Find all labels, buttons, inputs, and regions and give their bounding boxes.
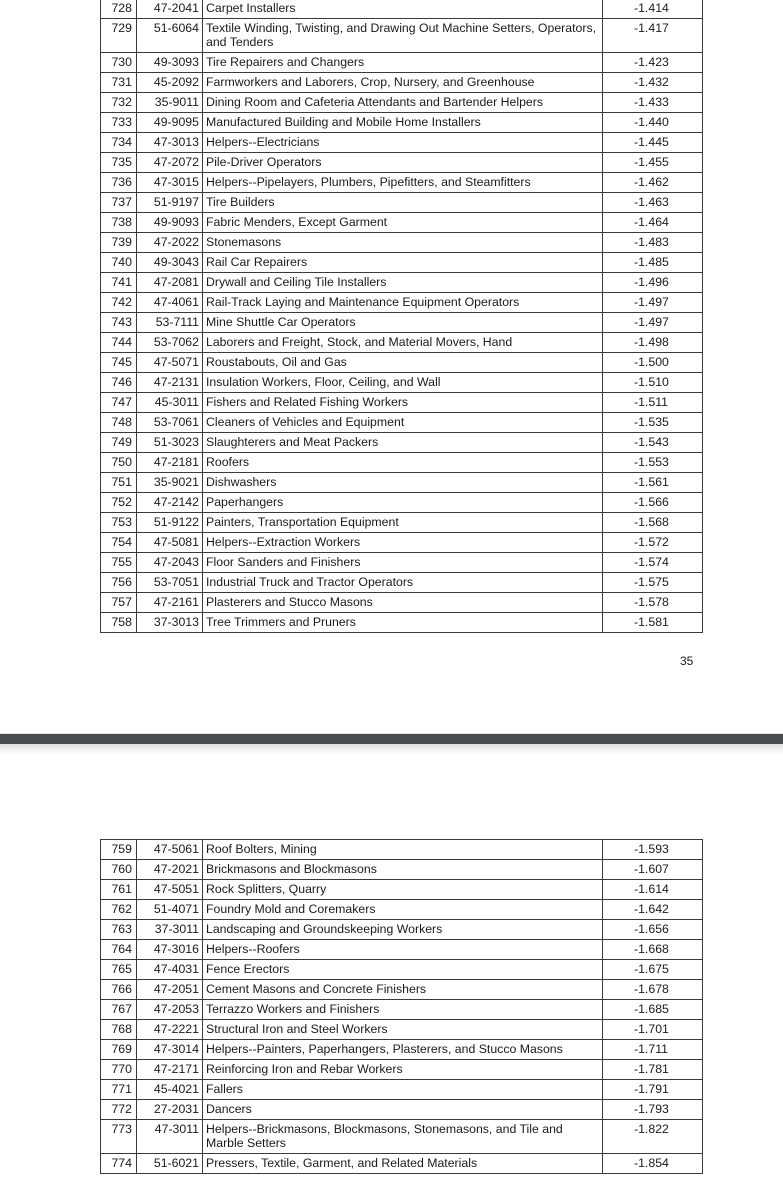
occupation-title-cell: Pressers, Textile, Garment, and Related Materials	[203, 1154, 603, 1174]
score-cell: -1.793	[603, 1100, 703, 1120]
occupation-title-cell: Dishwashers	[203, 473, 603, 493]
rank-cell: 767	[101, 1000, 137, 1020]
occupation-title-cell: Painters, Transportation Equipment	[203, 513, 603, 533]
table-row	[101, 1154, 703, 1174]
score-cell: -1.711	[603, 1040, 703, 1060]
soc-code-cell: 53-7051	[137, 573, 203, 593]
soc-code-cell: 49-9093	[137, 213, 203, 233]
rank-cell: 741	[101, 273, 137, 293]
table-row	[101, 353, 703, 373]
score-cell: -1.642	[603, 900, 703, 920]
score-cell: -1.543	[603, 433, 703, 453]
soc-code-cell: 47-2022	[137, 233, 203, 253]
table-row	[101, 900, 703, 920]
rank-cell: 731	[101, 73, 137, 93]
occupation-title-cell: Cleaners of Vehicles and Equipment	[203, 413, 603, 433]
occupation-title-cell: Rail-Track Laying and Maintenance Equipment Operators	[203, 293, 603, 313]
rank-cell: 740	[101, 253, 137, 273]
table-row	[101, 133, 703, 153]
score-cell: -1.685	[603, 1000, 703, 1020]
occupation-title-cell: Helpers--Extraction Workers	[203, 533, 603, 553]
score-cell: -1.578	[603, 593, 703, 613]
occupation-title-cell: Tire Builders	[203, 193, 603, 213]
occupation-title-cell: Industrial Truck and Tractor Operators	[203, 573, 603, 593]
soc-code-cell: 53-7062	[137, 333, 203, 353]
soc-code-cell: 51-4071	[137, 900, 203, 920]
table-row	[101, 113, 703, 133]
score-cell: -1.553	[603, 453, 703, 473]
table-row	[101, 153, 703, 173]
table-row	[101, 533, 703, 553]
table-row	[101, 273, 703, 293]
soc-code-cell: 47-2161	[137, 593, 203, 613]
soc-code-cell: 47-2053	[137, 1000, 203, 1020]
table-row	[101, 73, 703, 93]
rank-cell: 764	[101, 940, 137, 960]
occupation-title-cell: Textile Winding, Twisting, and Drawing Out Machine Setters, Operators, and Tenders	[203, 19, 603, 53]
table-row	[101, 313, 703, 333]
table-row	[101, 840, 703, 860]
page-divider	[0, 733, 783, 746]
table-row	[101, 453, 703, 473]
score-cell: -1.455	[603, 153, 703, 173]
rank-cell: 758	[101, 613, 137, 633]
rank-cell: 728	[101, 0, 137, 19]
table-row	[101, 173, 703, 193]
occupation-title-cell: Roustabouts, Oil and Gas	[203, 353, 603, 373]
soc-code-cell: 51-6064	[137, 19, 203, 53]
soc-code-cell: 49-3043	[137, 253, 203, 273]
rank-cell: 747	[101, 393, 137, 413]
score-cell: -1.496	[603, 273, 703, 293]
rank-cell: 751	[101, 473, 137, 493]
rank-cell: 754	[101, 533, 137, 553]
table-row	[101, 1040, 703, 1060]
table-row	[101, 19, 703, 53]
rank-cell: 749	[101, 433, 137, 453]
rank-cell: 765	[101, 960, 137, 980]
table-row	[101, 880, 703, 900]
rank-cell: 744	[101, 333, 137, 353]
table-row	[101, 493, 703, 513]
soc-code-cell: 47-5061	[137, 840, 203, 860]
occupation-title-cell: Fallers	[203, 1080, 603, 1100]
score-cell: -1.675	[603, 960, 703, 980]
score-cell: -1.485	[603, 253, 703, 273]
rank-cell: 739	[101, 233, 137, 253]
score-cell: -1.423	[603, 53, 703, 73]
occupation-title-cell: Drywall and Ceiling Tile Installers	[203, 273, 603, 293]
soc-code-cell: 47-2131	[137, 373, 203, 393]
score-cell: -1.483	[603, 233, 703, 253]
score-cell: -1.791	[603, 1080, 703, 1100]
table-row	[101, 593, 703, 613]
rank-cell: 735	[101, 153, 137, 173]
occupation-title-cell: Dancers	[203, 1100, 603, 1120]
table-row	[101, 333, 703, 353]
score-cell: -1.668	[603, 940, 703, 960]
score-cell: -1.656	[603, 920, 703, 940]
score-cell: -1.593	[603, 840, 703, 860]
table-row	[101, 1000, 703, 1020]
rank-cell: 737	[101, 193, 137, 213]
table-row	[101, 573, 703, 593]
rank-cell: 757	[101, 593, 137, 613]
soc-code-cell: 47-2221	[137, 1020, 203, 1040]
score-cell: -1.445	[603, 133, 703, 153]
score-cell: -1.614	[603, 880, 703, 900]
occupation-title-cell: Brickmasons and Blockmasons	[203, 860, 603, 880]
score-cell: -1.500	[603, 353, 703, 373]
occupation-title-cell: Roof Bolters, Mining	[203, 840, 603, 860]
soc-code-cell: 51-3023	[137, 433, 203, 453]
rank-cell: 769	[101, 1040, 137, 1060]
rank-cell: 752	[101, 493, 137, 513]
table-row	[101, 960, 703, 980]
table-row	[101, 373, 703, 393]
occupation-title-cell: Helpers--Roofers	[203, 940, 603, 960]
occupation-title-cell: Cement Masons and Concrete Finishers	[203, 980, 603, 1000]
occupation-table-page-36	[100, 839, 703, 1174]
soc-code-cell: 47-2041	[137, 0, 203, 19]
occupation-title-cell: Helpers--Painters, Paperhangers, Plasterers, and Stucco Masons	[203, 1040, 603, 1060]
rank-cell: 771	[101, 1080, 137, 1100]
score-cell: -1.510	[603, 373, 703, 393]
table-row	[101, 93, 703, 113]
score-cell: -1.417	[603, 19, 703, 53]
rank-cell: 770	[101, 1060, 137, 1080]
score-cell: -1.607	[603, 860, 703, 880]
occupation-title-cell: Fabric Menders, Except Garment	[203, 213, 603, 233]
rank-cell: 762	[101, 900, 137, 920]
rank-cell: 736	[101, 173, 137, 193]
rank-cell: 742	[101, 293, 137, 313]
occupation-title-cell: Foundry Mold and Coremakers	[203, 900, 603, 920]
soc-code-cell: 45-4021	[137, 1080, 203, 1100]
soc-code-cell: 51-9197	[137, 193, 203, 213]
occupation-title-cell: Reinforcing Iron and Rebar Workers	[203, 1060, 603, 1080]
score-cell: -1.568	[603, 513, 703, 533]
soc-code-cell: 49-9095	[137, 113, 203, 133]
table-row	[101, 233, 703, 253]
soc-code-cell: 47-2021	[137, 860, 203, 880]
occupation-title-cell: Dining Room and Cafeteria Attendants and Bartender Helpers	[203, 93, 603, 113]
soc-code-cell: 53-7111	[137, 313, 203, 333]
table-row	[101, 473, 703, 493]
rank-cell: 759	[101, 840, 137, 860]
occupation-title-cell: Farmworkers and Laborers, Crop, Nursery, and Greenhouse	[203, 73, 603, 93]
rank-cell: 732	[101, 93, 137, 113]
score-cell: -1.854	[603, 1154, 703, 1174]
soc-code-cell: 51-6021	[137, 1154, 203, 1174]
rank-cell: 734	[101, 133, 137, 153]
soc-code-cell: 35-9021	[137, 473, 203, 493]
rank-cell: 774	[101, 1154, 137, 1174]
occupation-title-cell: Helpers--Brickmasons, Blockmasons, Stonemasons, and Tile and Marble Setters	[203, 1120, 603, 1154]
rank-cell: 773	[101, 1120, 137, 1154]
rank-cell: 743	[101, 313, 137, 333]
table-row	[101, 513, 703, 533]
table-row	[101, 1020, 703, 1040]
occupation-title-cell: Pile-Driver Operators	[203, 153, 603, 173]
score-cell: -1.572	[603, 533, 703, 553]
rank-cell: 768	[101, 1020, 137, 1040]
rank-cell: 745	[101, 353, 137, 373]
soc-code-cell: 37-3013	[137, 613, 203, 633]
rank-cell: 750	[101, 453, 137, 473]
soc-code-cell: 49-3093	[137, 53, 203, 73]
occupation-title-cell: Manufactured Building and Mobile Home Installers	[203, 113, 603, 133]
score-cell: -1.498	[603, 333, 703, 353]
occupation-title-cell: Slaughterers and Meat Packers	[203, 433, 603, 453]
occupation-table-page-35	[100, 0, 703, 633]
score-cell: -1.464	[603, 213, 703, 233]
table-row	[101, 980, 703, 1000]
table-row	[101, 253, 703, 273]
rank-cell: 738	[101, 213, 137, 233]
rank-cell: 748	[101, 413, 137, 433]
score-cell: -1.575	[603, 573, 703, 593]
soc-code-cell: 47-5071	[137, 353, 203, 373]
occupation-title-cell: Roofers	[203, 453, 603, 473]
table-row	[101, 940, 703, 960]
rank-cell: 753	[101, 513, 137, 533]
soc-code-cell: 47-4061	[137, 293, 203, 313]
soc-code-cell: 53-7061	[137, 413, 203, 433]
page-number: 35	[680, 654, 694, 668]
occupation-title-cell: Rail Car Repairers	[203, 253, 603, 273]
table-row	[101, 193, 703, 213]
occupation-title-cell: Plasterers and Stucco Masons	[203, 593, 603, 613]
table-row	[101, 293, 703, 313]
rank-cell: 746	[101, 373, 137, 393]
occupation-title-cell: Rock Splitters, Quarry	[203, 880, 603, 900]
table-row	[101, 413, 703, 433]
table-row	[101, 0, 703, 19]
occupation-title-cell: Mine Shuttle Car Operators	[203, 313, 603, 333]
soc-code-cell: 37-3011	[137, 920, 203, 940]
rank-cell: 729	[101, 19, 137, 53]
occupation-title-cell: Landscaping and Groundskeeping Workers	[203, 920, 603, 940]
rank-cell: 755	[101, 553, 137, 573]
rank-cell: 733	[101, 113, 137, 133]
score-cell: -1.462	[603, 173, 703, 193]
table-row	[101, 553, 703, 573]
soc-code-cell: 27-2031	[137, 1100, 203, 1120]
rank-cell: 760	[101, 860, 137, 880]
score-cell: -1.432	[603, 73, 703, 93]
rank-cell: 772	[101, 1100, 137, 1120]
score-cell: -1.511	[603, 393, 703, 413]
score-cell: -1.574	[603, 553, 703, 573]
soc-code-cell: 47-3014	[137, 1040, 203, 1060]
rank-cell: 763	[101, 920, 137, 940]
score-cell: -1.781	[603, 1060, 703, 1080]
table-row	[101, 1060, 703, 1080]
soc-code-cell: 47-3016	[137, 940, 203, 960]
occupation-title-cell: Structural Iron and Steel Workers	[203, 1020, 603, 1040]
score-cell: -1.678	[603, 980, 703, 1000]
score-cell: -1.497	[603, 293, 703, 313]
occupation-title-cell: Paperhangers	[203, 493, 603, 513]
occupation-title-cell: Fishers and Related Fishing Workers	[203, 393, 603, 413]
soc-code-cell: 47-2072	[137, 153, 203, 173]
rank-cell: 756	[101, 573, 137, 593]
soc-code-cell: 47-2043	[137, 553, 203, 573]
table-row	[101, 1100, 703, 1120]
soc-code-cell: 45-3011	[137, 393, 203, 413]
occupation-title-cell: Tree Trimmers and Pruners	[203, 613, 603, 633]
score-cell: -1.463	[603, 193, 703, 213]
occupation-title-cell: Fence Erectors	[203, 960, 603, 980]
occupation-title-cell: Tire Repairers and Changers	[203, 53, 603, 73]
soc-code-cell: 35-9011	[137, 93, 203, 113]
occupation-title-cell: Stonemasons	[203, 233, 603, 253]
occupation-title-cell: Terrazzo Workers and Finishers	[203, 1000, 603, 1020]
score-cell: -1.566	[603, 493, 703, 513]
soc-code-cell: 51-9122	[137, 513, 203, 533]
rank-cell: 766	[101, 980, 137, 1000]
table-row	[101, 1120, 703, 1154]
occupation-title-cell: Insulation Workers, Floor, Ceiling, and Wall	[203, 373, 603, 393]
score-cell: -1.581	[603, 613, 703, 633]
table-row	[101, 613, 703, 633]
table-row	[101, 393, 703, 413]
soc-code-cell: 47-3015	[137, 173, 203, 193]
soc-code-cell: 47-2142	[137, 493, 203, 513]
soc-code-cell: 47-2081	[137, 273, 203, 293]
soc-code-cell: 45-2092	[137, 73, 203, 93]
occupation-title-cell: Carpet Installers	[203, 0, 603, 19]
rank-cell: 730	[101, 53, 137, 73]
occupation-title-cell: Laborers and Freight, Stock, and Material Movers, Hand	[203, 333, 603, 353]
occupation-title-cell: Helpers--Electricians	[203, 133, 603, 153]
occupation-title-cell: Floor Sanders and Finishers	[203, 553, 603, 573]
table-row	[101, 920, 703, 940]
occupation-title-cell: Helpers--Pipelayers, Plumbers, Pipefitters, and Steamfitters	[203, 173, 603, 193]
table-row	[101, 53, 703, 73]
score-cell: -1.433	[603, 93, 703, 113]
soc-code-cell: 47-5081	[137, 533, 203, 553]
table-row	[101, 1080, 703, 1100]
soc-code-cell: 47-2171	[137, 1060, 203, 1080]
table-row	[101, 860, 703, 880]
score-cell: -1.440	[603, 113, 703, 133]
soc-code-cell: 47-4031	[137, 960, 203, 980]
table-row	[101, 213, 703, 233]
soc-code-cell: 47-2181	[137, 453, 203, 473]
score-cell: -1.535	[603, 413, 703, 433]
score-cell: -1.561	[603, 473, 703, 493]
soc-code-cell: 47-3011	[137, 1120, 203, 1154]
score-cell: -1.414	[603, 0, 703, 19]
soc-code-cell: 47-3013	[137, 133, 203, 153]
score-cell: -1.497	[603, 313, 703, 333]
soc-code-cell: 47-2051	[137, 980, 203, 1000]
score-cell: -1.701	[603, 1020, 703, 1040]
score-cell: -1.822	[603, 1120, 703, 1154]
soc-code-cell: 47-5051	[137, 880, 203, 900]
table-row	[101, 433, 703, 453]
rank-cell: 761	[101, 880, 137, 900]
